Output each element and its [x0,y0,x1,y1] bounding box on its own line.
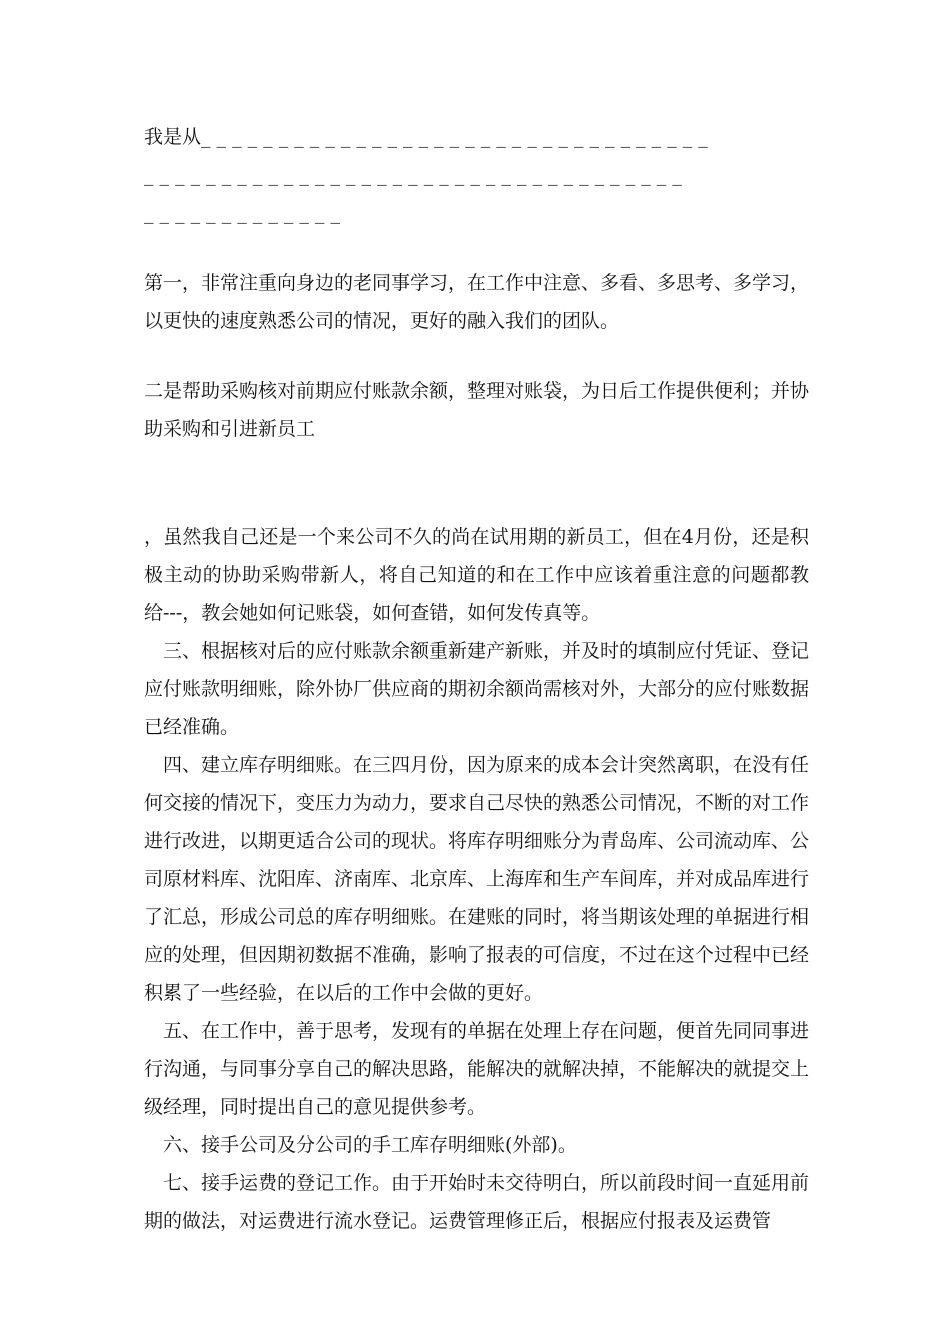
spacer [144,448,809,518]
paragraph-item7: 七、接手运费的登记工作。由于开始时未交待明白，所以前段时间一直延用前期的做法，对运费进行流水登记。运费管理修正后，根据应付报表及运费管 [144,1172,809,1232]
fill-in-blank-3: _ _ _ _ _ _ _ _ _ _ _ _ _ [144,202,340,224]
intro-line [144,118,809,156]
spacer [144,340,809,372]
paragraph-first: 第一，非常注重向身边的老同事学习，在工作中注意、多看、多思考、多学习，以更快的速度熟悉公司的情况，更好的融入我们的团队。 [144,272,809,332]
paragraph-item4: 四、建立库存明细账。在三四月份，因为原来的成本会计突然离职，在没有任何交接的情况下，变压力为动力，要求自己尽快的熟悉公司情况，不断的对工作进行改进，以期更适合公司的现状。将库存明细账分为青岛库、公司流动库、公司原材料库、沈阳库、济南库、北京库、上海库和生产车间库，并对成品库进行了汇总，形成公司总的库存明细账。在建账的同时，将当期该处理的单据进行相应的处理，但因期初数据不准确，影响了报表的可信度，不过在这个过程中已经积累了一些经验，在以后的工作中会做的更好。 [144,754,809,1004]
paragraph-item5: 五、在工作中，善于思考，发现有的单据在处理上存在问题，便首先同同事进行沟通，与同事分享自己的解决思路，能解决的就解决掉，不能解决的就提交上级经理，同时提出自己的意见提供参考。 [144,1020,809,1118]
paragraph-item3: 三、根据核对后的应付账款余额重新建产新账，并及时的填制应付凭证、登记应付账款明细账，除外协厂供应商的期初余额尚需核对外，大部分的应付账数据已经准确。 [144,640,809,738]
intro-lead: 我是从 [144,126,202,148]
fill-in-blank-2: _ _ _ _ _ _ _ _ _ _ _ _ _ _ _ _ _ _ _ _ _ _ _ _ _ _ _ _ _ _ _ _ _ _ _ [144,164,682,186]
paragraph-item6: 六、接手公司及分公司的手工库存明细账(外部)。 [163,1134,577,1156]
paragraph-second: 二是帮助采购核对前期应付账款余额，整理对账袋，为日后工作提供便利；并协助采购和引进新员工 [144,380,809,440]
fill-in-blank-1: _ _ _ _ _ _ _ _ _ _ _ _ _ _ _ _ _ _ _ _ _ _ _ _ _ _ _ _ _ _ _ _ _ [201,126,708,148]
spacer [144,232,809,264]
paragraph-third: ，虽然我自己还是一个来公司不久的尚在试用期的新员工，但在4月份，还是积极主动的协助采购带新人，将自己知道的和在工作中应该着重注意的问题都教给---，教会她如何记账袋，如何查错，如何发传真等。 [144,526,809,624]
document-page [144,118,809,1318]
